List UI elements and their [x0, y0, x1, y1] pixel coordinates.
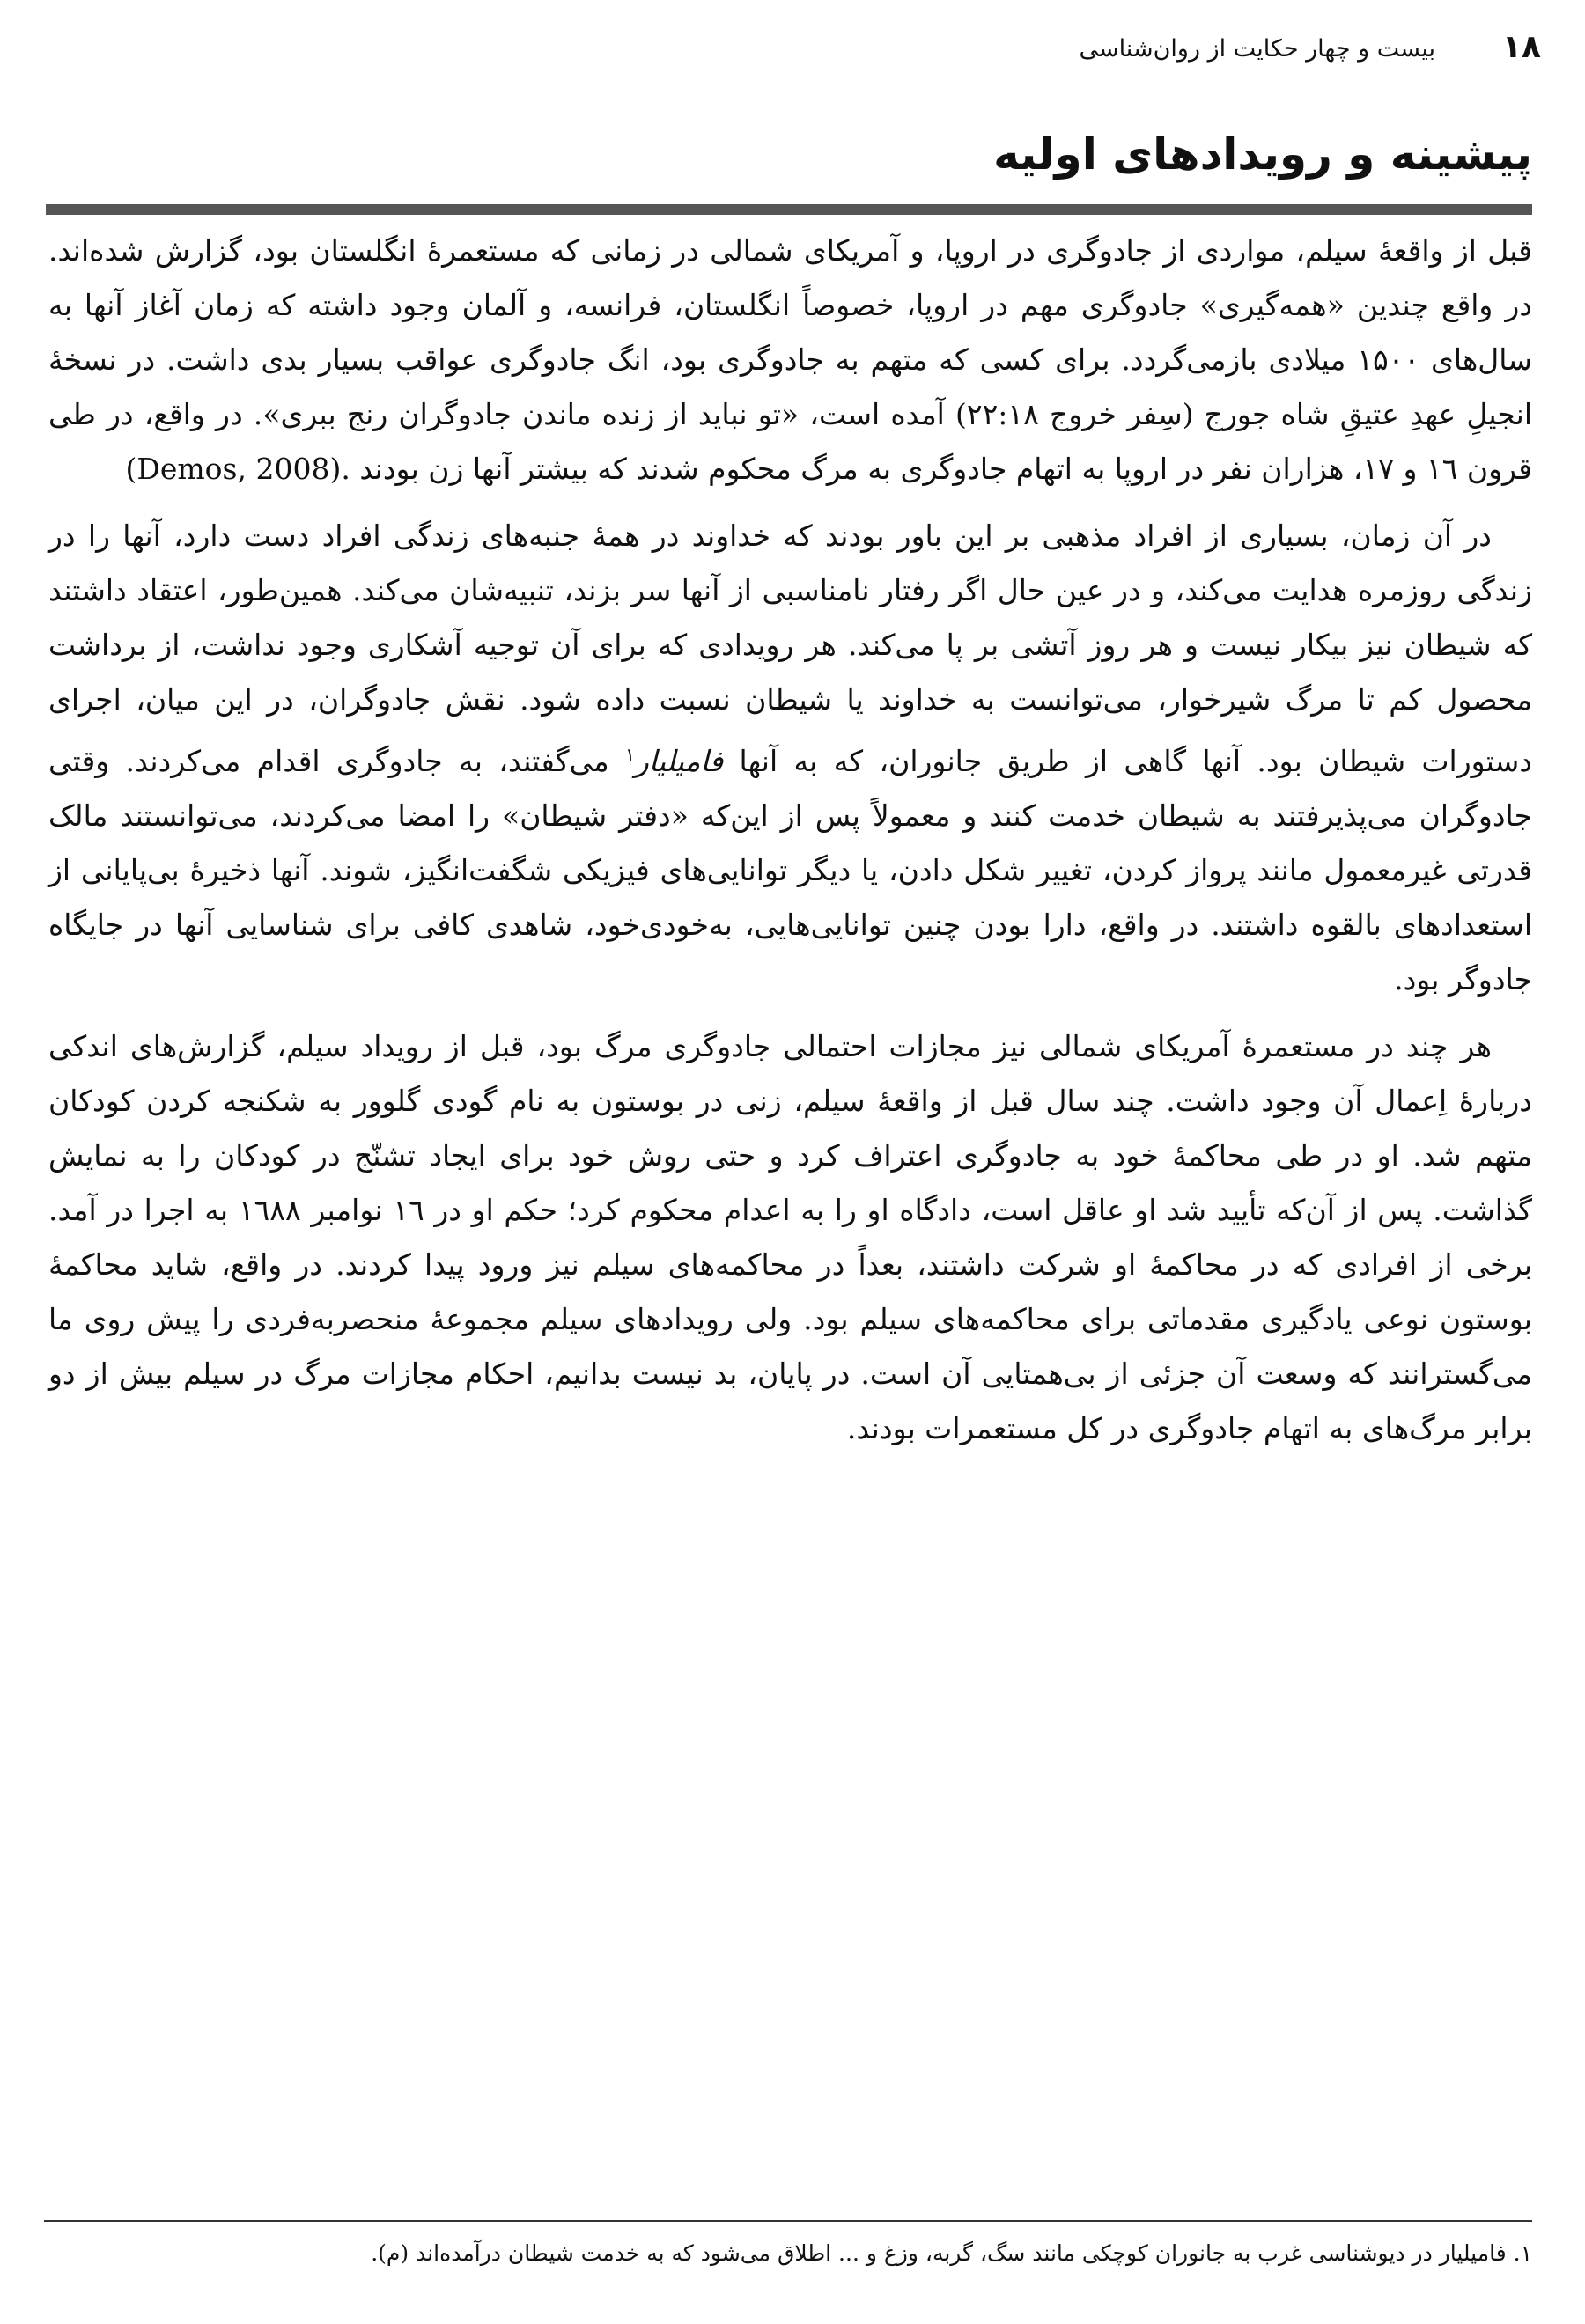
footnote-1: ۱. فامیلیار در دیوشناسی غرب به جانوران کوچکی مانند سگ، گربه، وزغ و ... اطلاق می‌شود که به خدمت شیطان درآمده‌اند (م).	[371, 2240, 1532, 2266]
page-number: ۱۸	[1502, 29, 1541, 65]
book-title: بیست و چهار حکایت از روان‌شناسی	[1079, 35, 1435, 63]
body-text	[48, 224, 1532, 1468]
paragraph-1-text: قبل از واقعهٔ سیلم، مواردی از جادوگری در اروپا، و آمریکای شمالی در زمانی که مستعمرهٔ انگلستان بود، گزارش شده‌اند. در واقع چندین «همه‌گیری» جادوگری مهم در اروپا، خصوصاً انگلستان، فرانسه، و آلمان وجود داشته که زمان آغاز آنها به سال‌های ۱۵۰۰ میلادی بازمی‌گردد. برای کسی که متهم به جادوگری بود، انگ جادوگری عواقب بسیار بدی داشت. در نسخهٔ انجیلِ عهدِ عتیقِ شاه جورج (سِفر خروج ۲۲:۱۸) آمده است، «تو نباید از زنده ماندن جادوگران رنج ببری». در واقع، در طی قرون ۱٦ و ۱۷، هزاران نفر در اروپا به اتهام جادوگری به مرگ محکوم شدند که بیشتر آنها زن بودند	[48, 233, 1532, 486]
heading-rule	[46, 204, 1532, 215]
paragraph-2-text-after: می‌گفتند، به جادوگری اقدام می‌کردند. وقتی جادوگران می‌پذیرفتند به شیطان خدمت کنند و معمولاً پس از این‌که «دفتر شیطان» را امضا می‌کردند، می‌توانستند مالک قدرتی غیرمعمول مانند پرواز کردن، تغییر شکل دادن، یا دیگر توانایی‌های فیزیکی شگفت‌انگیز، شوند. آنها ذخیرهٔ بی‌پایانی از استعدادهای بالقوه داشتند. در واقع، دارا بودن چنین توانایی‌هایی، به‌خودی‌خود، شاهدی کافی برای شناسایی آنها در جایگاه جادوگر بود.	[48, 744, 1532, 997]
citation: (Demos, 2008).	[125, 452, 350, 486]
footnote-rule	[44, 2220, 1532, 2222]
paragraph-3-text: هر چند در مستعمرهٔ آمریکای شمالی نیز مجازات احتمالی جادوگری مرگ بود، قبل از رویداد سیلم، گزارش‌های اندکی دربارهٔ اِعمال آن وجود داشت. چند سال قبل از واقعهٔ سیلم، زنی در بوستون به نام گودی گلوور به شکنجه کردن کودکان متهم شد. او در طی محاکمهٔ خود به جادوگری اعتراف کرد و حتی روش خود برای ایجاد تشنّج در کودکان را به نمایش گذاشت. پس از آن‌که تأیید شد او عاقل است، دادگاه او را به اعدام محکوم کرد؛ حکم او در ۱٦ نوامبر ۱٦۸۸ به اجرا در آمد. برخی از افرادی که در محاکمهٔ او شرکت داشتند، بعداً در محاکمه‌های سیلم نیز ورود پیدا کردند. در واقع، شاید محاکمهٔ بوستون نوعی یادگیری مقدماتی برای محاکمه‌های سیلم بود. ولی رویدادهای سیلم مجموعهٔ منحصربه‌فردی را پیش روی ما می‌گسترانند که وسعت آن جزئی از بی‌همتایی آن است. در پایان، بد نیست بدانیم، احکام مجازات مرگ در سیلم بیش از دو برابر مرگ‌های به اتهام جادوگری در کل مستعمرات بودند.	[48, 1029, 1532, 1445]
footnote-reference[interactable]: ۱	[625, 744, 635, 765]
section-heading: پیشینه و رویدادهای اولیه	[993, 129, 1532, 180]
paragraph-1	[48, 224, 1532, 496]
paragraph-2-text-before: در آن زمان، بسیاری از افراد مذهبی بر این باور بودند که خداوند در همهٔ جنبه‌های زندگی افراد دست دارد، آنها را در زندگی روزمره هدایت می‌کند، و در عین حال اگر رفتار نامناسبی از آنها سر بزند، تنبیه‌شان می‌کند. همین‌طور، اعتقاد داشتند که شیطان نیز بیکار نیست و هر روز آتشی بر پا می‌کند. هر رویدادی که برای آن توجیه آشکاری وجود نداشت، از برداشت محصول کم تا مرگ شیرخوار، می‌توانست به خداوند یا شیطان نسبت داده شود. نقش جادوگران، در این میان، اجرای دستورات شیطان بود. آنها گاهی از طریق جانوران، که به آنها	[48, 518, 1532, 778]
paragraph-2	[48, 509, 1532, 1007]
familiar-term: فامیلیار	[634, 744, 724, 778]
paragraph-3	[48, 1019, 1532, 1456]
running-header	[44, 26, 1541, 79]
